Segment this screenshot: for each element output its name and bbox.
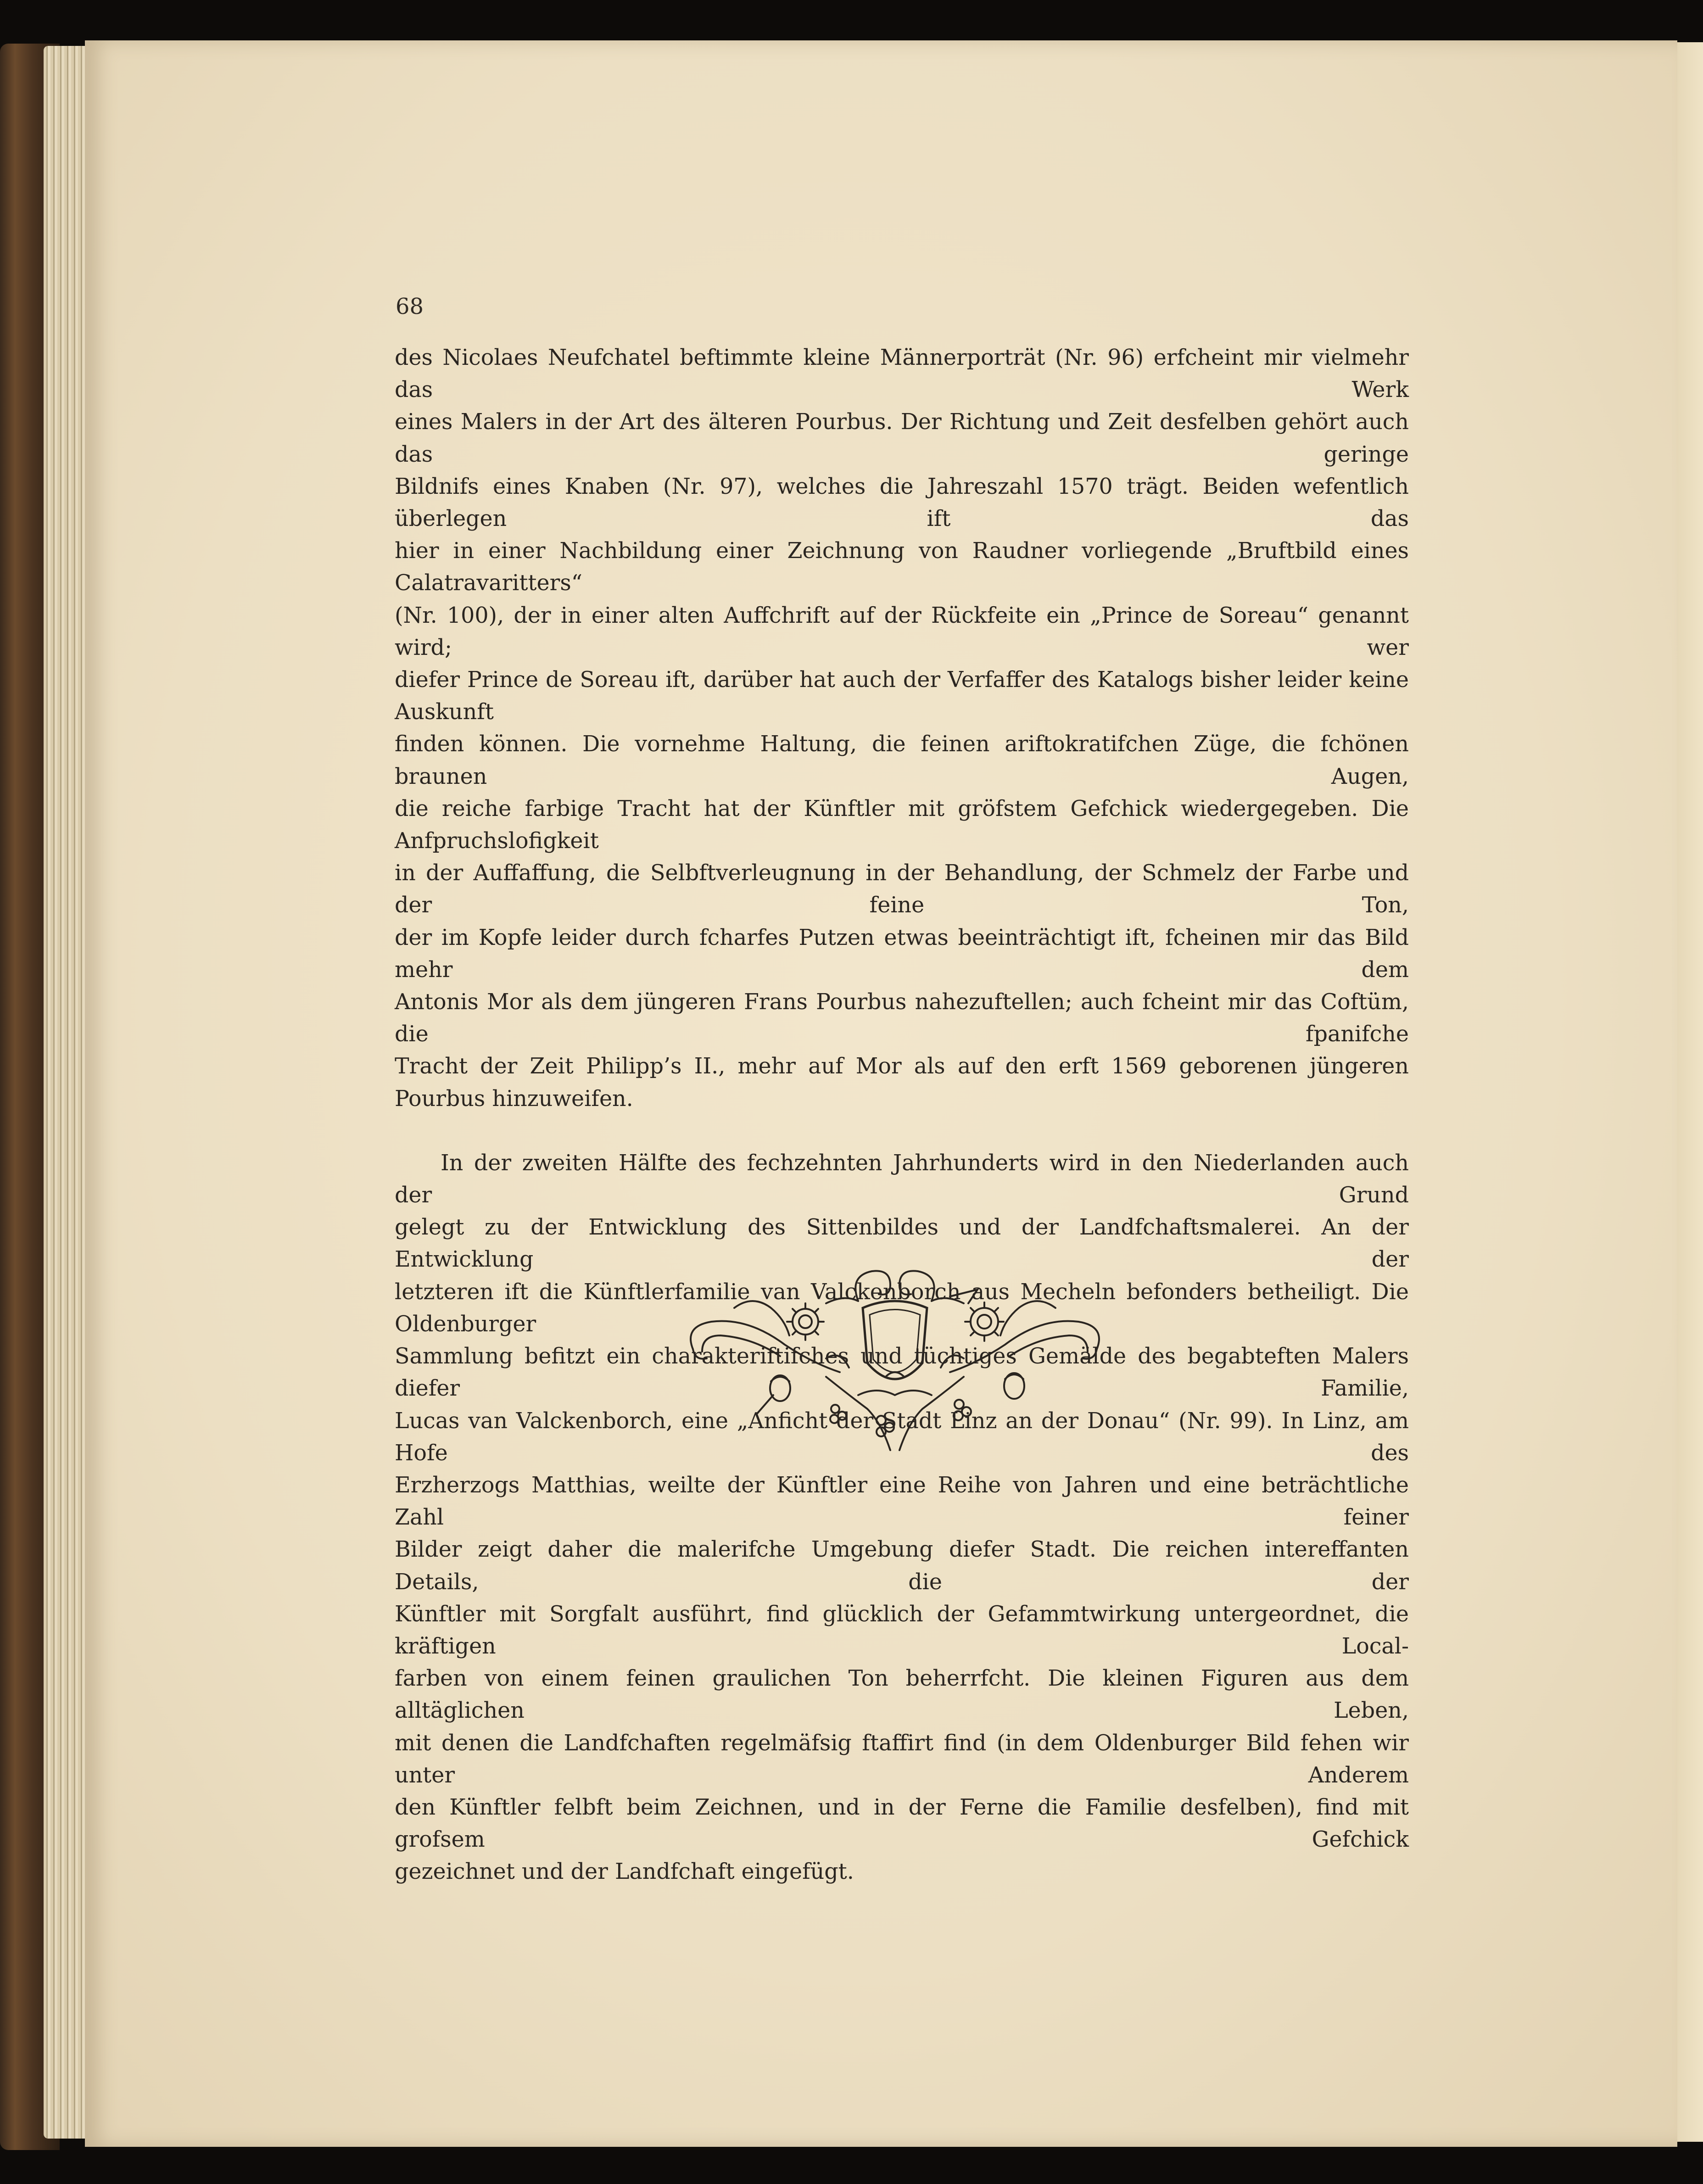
text-line: Antonis Mor als dem jüngeren Frans Pourbus nahezuftellen; auch fcheint mir das Coftüm, die fpanifche bbox=[395, 989, 1409, 1047]
floral-vignette-icon bbox=[675, 1257, 1115, 1469]
page-number: 68 bbox=[396, 294, 424, 319]
text-line: gezeichnet und der Landfchaft eingefügt. bbox=[395, 1859, 854, 1885]
text-line: die reiche farbige Tracht hat der Künftler mit gröfstem Gefchick wiedergegeben. Die Anfpruchslofigkeit bbox=[395, 796, 1409, 854]
text-line: farben von einem feinen graulichen Ton beherrfcht. Die kleinen Figuren aus dem alltäglichen Leben, bbox=[395, 1666, 1409, 1724]
text-line: Künftler mit Sorgfalt ausführt, find glücklich der Gefammtwirkung untergeordnet, die kräftigen Local- bbox=[395, 1601, 1409, 1659]
text-line: Bilder zeigt daher die malerifche Umgebung diefer Stadt. Die reichen intereffanten Details, die der bbox=[395, 1537, 1409, 1595]
text-line: Sammlung befitzt ein charakteriftifches und tüchtiges Gemälde des begabteften Malers diefer Familie, bbox=[395, 1344, 1409, 1402]
text-line: des Nicolaes Neufchatel beftimmte kleine Männerporträt (Nr. 96) erfcheint mir vielmehr das Werk bbox=[395, 345, 1409, 403]
paragraph-1 bbox=[395, 342, 1409, 1115]
body-text bbox=[395, 342, 1409, 1921]
text-line: Lucas van Valckenborch, eine „Anficht der Stadt Linz an der Donau“ (Nr. 99). In Linz, am Hofe des bbox=[395, 1408, 1409, 1466]
text-line: mit denen die Landfchaften regelmäfsig ftaffirt find (in dem Oldenburger Bild fehen wir unter Anderem bbox=[395, 1730, 1409, 1788]
text-line: Bildnifs eines Knaben (Nr. 97), welches die Jahreszahl 1570 trägt. Beiden wefentlich überlegen ift das bbox=[395, 474, 1409, 532]
text-line: letzteren ift die Künftlerfamilie van Valckenborch aus Mecheln befonders betheiligt. Die Oldenburger bbox=[395, 1279, 1409, 1337]
text-line: hier in einer Nachbildung einer Zeichnung von Raudner vorliegende „Bruftbild eines Calatravaritters“ bbox=[395, 538, 1409, 596]
text-line: der im Kopfe leider durch fcharfes Putzen etwas beeinträchtigt ift, fcheinen mir das Bild mehr dem bbox=[395, 925, 1409, 983]
text-line: diefer Prince de Soreau ift, darüber hat auch der Verfaffer des Katalogs bisher leider keine Auskunft bbox=[395, 667, 1409, 725]
text-line: Erzherzogs Matthias, weilte der Künftler eine Reihe von Jahren und eine beträchtliche Zahl feiner bbox=[395, 1472, 1409, 1530]
text-line: in der Auffaffung, die Selbftverleugnung in der Behandlung, der Schmelz der Farbe und der feine Ton, bbox=[395, 860, 1409, 918]
text-line: den Künftler felbft beim Zeichnen, und in der Ferne die Familie desfelben), find mit grofsem Gefchick bbox=[395, 1794, 1409, 1853]
text-line: gelegt zu der Entwicklung des Sittenbildes und der Landfchaftsmalerei. An der Entwicklung der bbox=[395, 1215, 1409, 1273]
text-line: finden können. Die vornehme Haltung, die feinen ariftokratifchen Züge, die fchönen braunen Augen, bbox=[395, 732, 1409, 789]
text-line: Tracht der Zeit Philipp’s II., mehr auf Mor als auf den erft 1569 geborenen jüngeren Pourbus hinzuweifen. bbox=[395, 1054, 1409, 1112]
text-line: eines Malers in der Art des älteren Pourbus. Der Richtung und Zeit desfelben gehört auch das geringe bbox=[395, 409, 1409, 467]
text-line: (Nr. 100), der in einer alten Auffchrift auf der Rückfeite ein „Prince de Soreau“ genannt wird; wer bbox=[395, 603, 1409, 660]
text-line: In der zweiten Hälfte des fechzehnten Jahrhunderts wird in den Niederlanden auch der Grund bbox=[395, 1150, 1409, 1208]
